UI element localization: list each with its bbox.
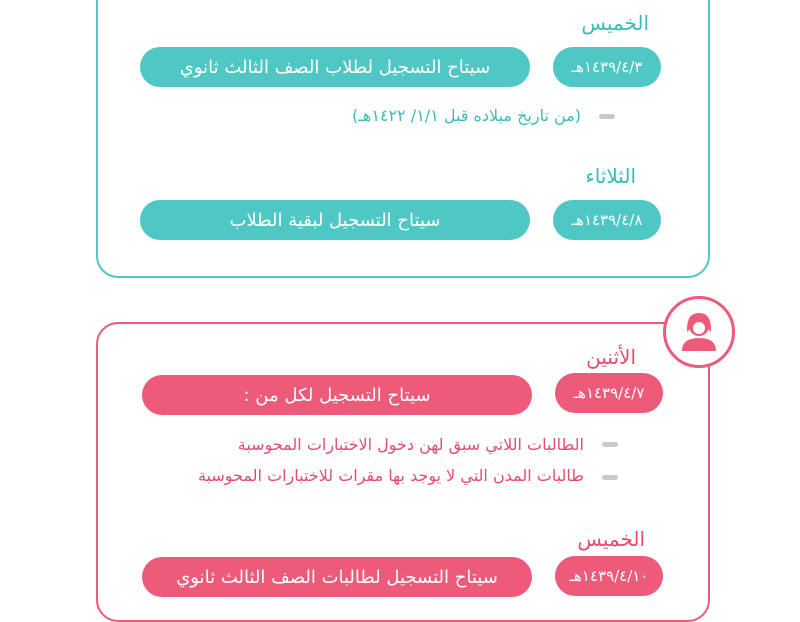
female-student-icon [663, 296, 735, 368]
bullet-marker [602, 475, 618, 480]
day-label-thursday: الخميس [577, 527, 645, 551]
date-badge: ١٤٣٩/٤/٣هـ [553, 47, 661, 87]
bullet-item: طالبات المدن التي لا يوجد بها مقرات للاختبارات المحوسبة [197, 466, 584, 485]
date-badge: ١٤٣٩/٤/٧هـ [555, 373, 663, 413]
date-badge: ١٤٣٩/٤/٨هـ [553, 200, 661, 240]
bullet-marker [599, 114, 615, 119]
day-label-tuesday: الثلاثاء [585, 164, 636, 188]
birthdate-note: (من تاريخ ميلاده قبل ١/١/ ١٤٢٢هـ) [351, 106, 581, 125]
bullet-item: الطالبات اللاتي سبق لهن دخول الاختبارات المحوسبة [237, 435, 584, 454]
date-badge: ١٤٣٩/٤/١٠هـ [555, 556, 663, 596]
registration-event-pill: سيتاح التسجيل لطلاب الصف الثالث ثانوي [140, 47, 530, 87]
registration-event-pill: سيتاح التسجيل لكل من : [142, 375, 532, 415]
registration-event-pill: سيتاح التسجيل لطالبات الصف الثالث ثانوي [142, 557, 532, 597]
day-label-thursday: الخميس [581, 11, 649, 35]
registration-event-pill: سيتاح التسجيل لبقية الطلاب [140, 200, 530, 240]
bullet-marker [602, 442, 618, 447]
day-label-monday: الأثنين [586, 345, 636, 369]
